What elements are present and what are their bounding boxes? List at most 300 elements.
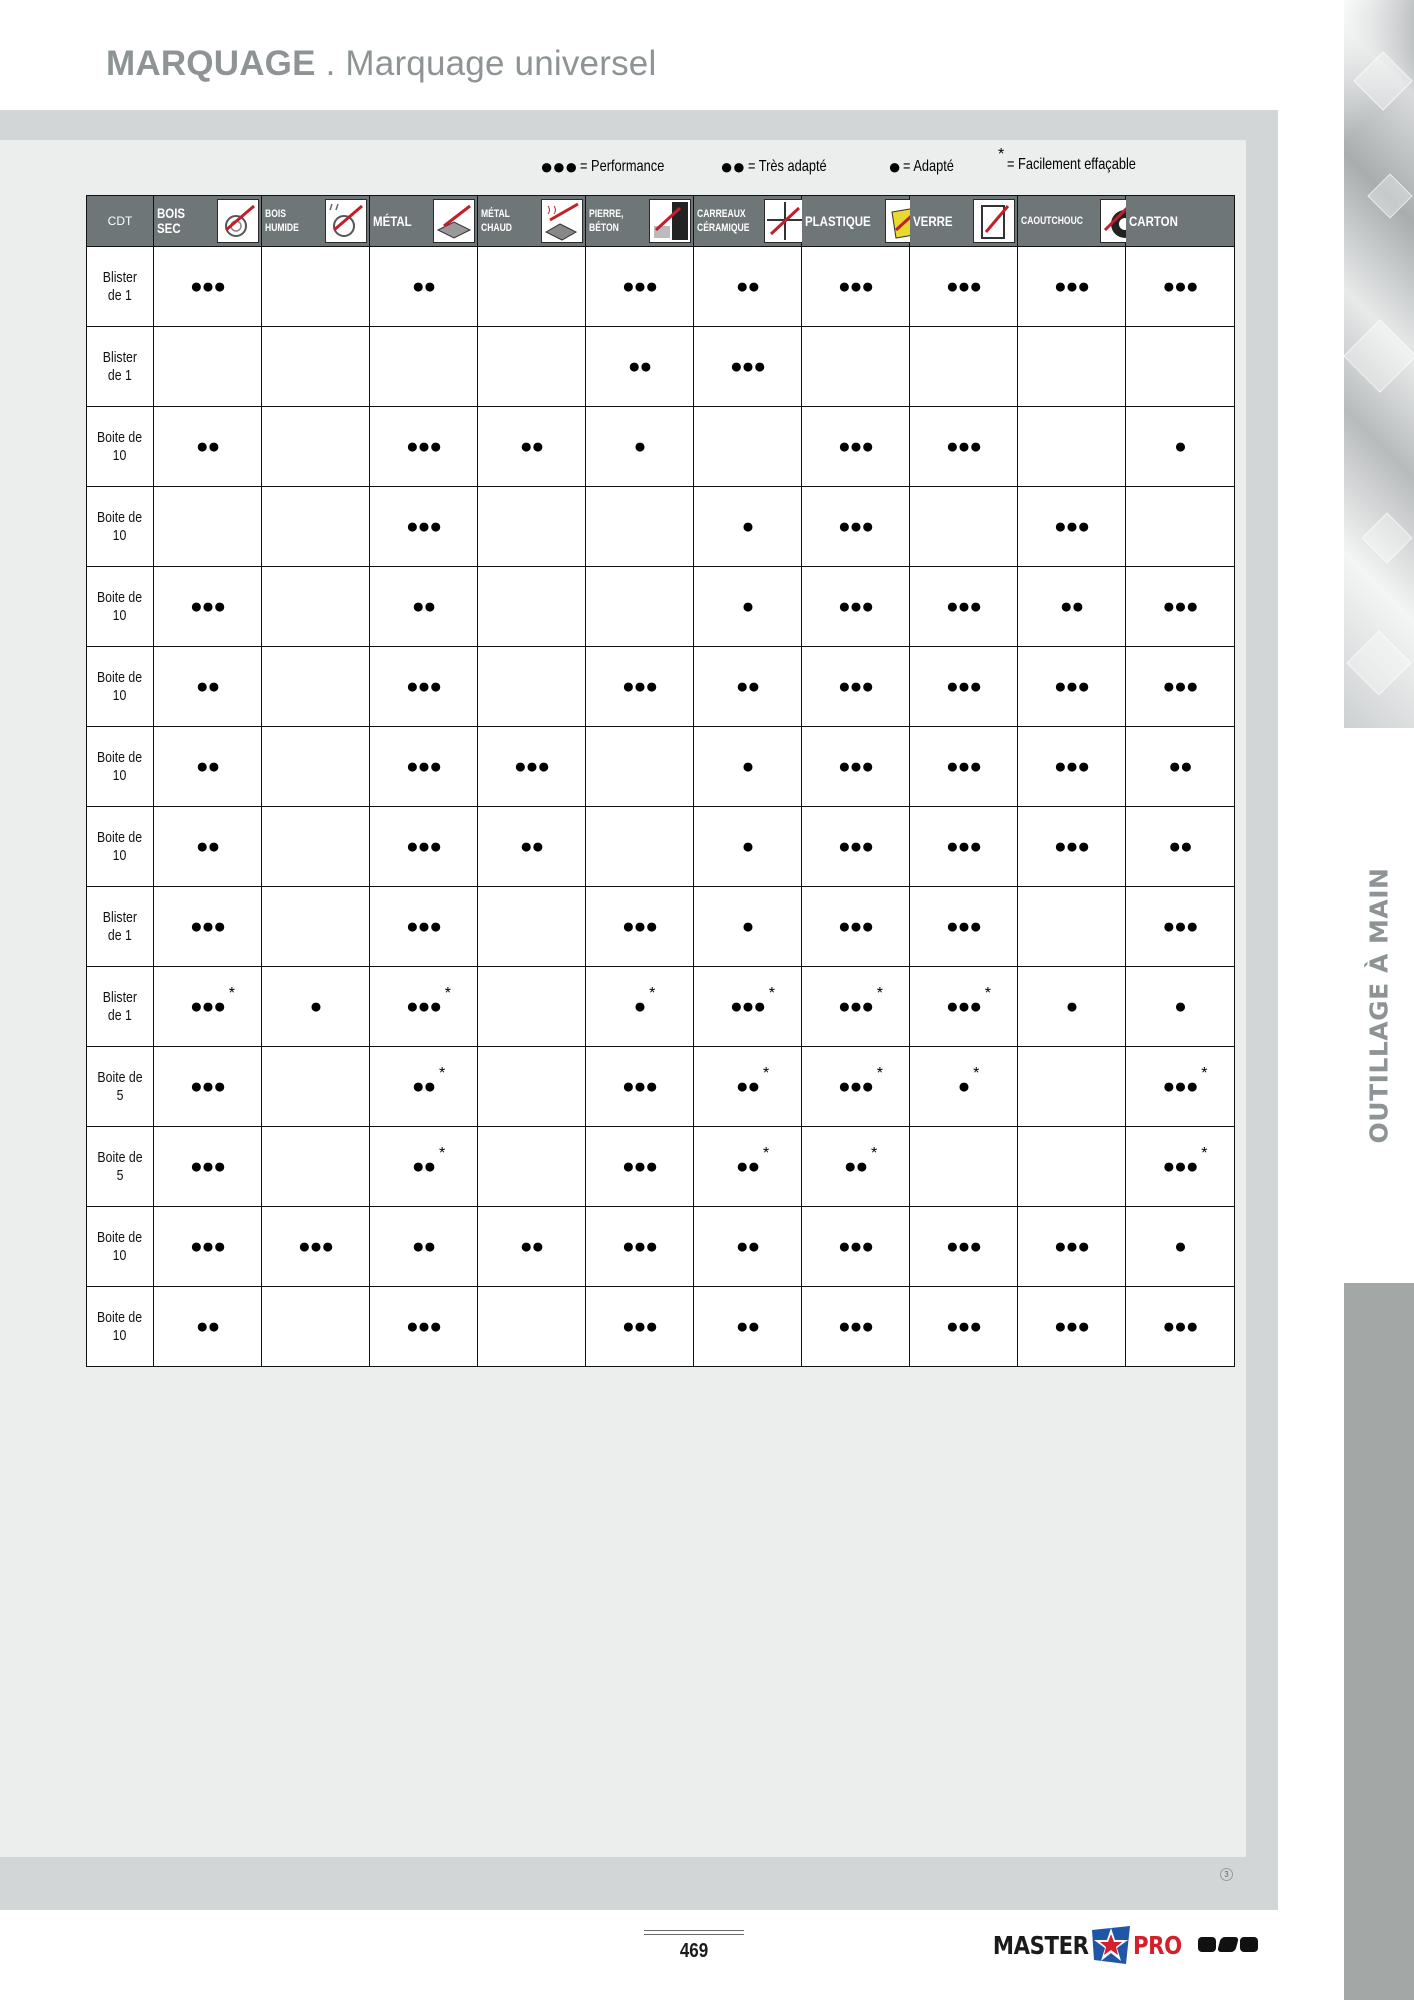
column-header-label: CARTON xyxy=(1129,212,1178,229)
rating-cell xyxy=(586,327,694,407)
rating-cell xyxy=(802,1047,910,1127)
rating-cell xyxy=(370,1287,478,1367)
column-header-label: BOIS HUMIDE xyxy=(265,208,299,234)
rating-cell xyxy=(586,407,694,487)
column-header xyxy=(154,196,262,247)
rating-dots: ●●● * xyxy=(1162,1064,1208,1098)
rating-cell xyxy=(586,807,694,887)
erasable-mark: * xyxy=(649,984,656,1002)
cdt-label: Boite de 10 xyxy=(97,1228,143,1264)
rating-cell xyxy=(910,407,1018,487)
rating-dots: ●●● xyxy=(405,834,442,858)
logo-star-icon xyxy=(1090,1924,1132,1966)
rating-dots: ●●● xyxy=(621,1154,658,1178)
rating-dots: ●● xyxy=(411,594,436,618)
rating-dots: ●●● xyxy=(945,434,982,458)
rating-cell xyxy=(478,327,586,407)
rating-dots: ●●● xyxy=(621,674,658,698)
rating-cell xyxy=(1126,1287,1235,1367)
table-row xyxy=(87,647,1235,727)
erasable-mark: * xyxy=(438,1064,446,1082)
table-row xyxy=(87,407,1235,487)
rating-cell xyxy=(154,967,262,1047)
rating-cell xyxy=(910,727,1018,807)
rating-cell xyxy=(694,807,802,887)
rating-dots: ●●● * xyxy=(837,984,884,1018)
column-header-label: MÉTAL CHAUD xyxy=(481,208,512,234)
rating-dots: ●● xyxy=(195,674,220,698)
cdt-cell xyxy=(87,487,154,567)
rating-cell xyxy=(1018,327,1126,407)
cdt-label: Blister de 1 xyxy=(102,908,138,944)
logo-master-text: MASTER xyxy=(992,1930,1089,1960)
rating-dots: ●● xyxy=(195,434,220,458)
rating-cell xyxy=(370,407,478,487)
rating-cell xyxy=(910,1127,1018,1207)
rating-cell xyxy=(586,727,694,807)
rating-cell xyxy=(802,327,910,407)
rating-dots: ● xyxy=(741,754,754,778)
rating-dots: ●● xyxy=(1168,754,1192,778)
rating-dots: ● xyxy=(309,994,322,1018)
rating-cell xyxy=(154,407,262,487)
erasable-mark: * xyxy=(870,1144,878,1162)
rating-cell xyxy=(370,1127,478,1207)
rating-cell xyxy=(370,567,478,647)
erasable-mark: * xyxy=(984,984,992,1002)
rating-cell xyxy=(154,647,262,727)
rating-dots: ● xyxy=(1174,1234,1186,1258)
rating-dots: ●● xyxy=(1059,594,1084,618)
ceramic-tile-icon xyxy=(764,199,806,243)
rating-cell xyxy=(694,487,802,567)
table-row xyxy=(87,247,1235,327)
rating-cell xyxy=(694,407,802,487)
rating-dots: ●●● xyxy=(1053,1234,1090,1258)
rating-cell xyxy=(478,1207,586,1287)
rating-dots: ●●● xyxy=(405,514,442,538)
footer-rule xyxy=(644,1934,744,1935)
rating-cell xyxy=(262,567,370,647)
rating-dots: ●●● xyxy=(837,754,874,778)
page-title-subsection: . Marquage universel xyxy=(315,44,657,83)
rating-dots: ●●● xyxy=(621,274,658,298)
rating-cell xyxy=(262,1207,370,1287)
rating-dots: ●●● xyxy=(945,834,982,858)
cdt-cell xyxy=(87,1047,154,1127)
rating-cell xyxy=(910,967,1018,1047)
cdt-label: Boite de 10 xyxy=(97,1308,143,1344)
erasable-mark: * xyxy=(768,984,776,1002)
rating-dots: ●●● xyxy=(837,1314,874,1338)
rating-cell xyxy=(910,1287,1018,1367)
cdt-label: Boite de 5 xyxy=(97,1068,143,1104)
rating-cell xyxy=(370,647,478,727)
rating-cell xyxy=(370,487,478,567)
table-row xyxy=(87,807,1235,887)
rating-cell xyxy=(1126,407,1235,487)
rating-cell xyxy=(586,1207,694,1287)
rating-dots: ●●● xyxy=(1162,594,1198,618)
rating-cell xyxy=(262,727,370,807)
erasable-mark: * xyxy=(876,1064,884,1082)
cdt-label: Blister de 1 xyxy=(102,268,138,304)
rating-cell xyxy=(370,327,478,407)
rating-cell xyxy=(694,1207,802,1287)
rating-dots: ●● * xyxy=(843,1144,878,1178)
page-title-section: MARQUAGE xyxy=(106,44,316,83)
rating-cell xyxy=(910,1047,1018,1127)
rating-dots: ●●● xyxy=(621,1234,658,1258)
rating-cell xyxy=(694,327,802,407)
rating-dots: ●●● xyxy=(189,1074,226,1098)
rating-cell xyxy=(1126,1127,1235,1207)
rating-dots: ●●● xyxy=(1162,674,1198,698)
rating-cell xyxy=(802,567,910,647)
footer-rule xyxy=(644,1930,744,1931)
rating-dots: ●●● * xyxy=(729,984,776,1018)
legend-effacable: * = Facilement effaçable xyxy=(998,146,1137,173)
rating-cell xyxy=(370,1047,478,1127)
cdt-cell xyxy=(87,1287,154,1367)
section-label: OUTILLAGE À MAIN xyxy=(1364,867,1394,1143)
column-header xyxy=(586,196,694,247)
table-body xyxy=(87,247,1235,1367)
rating-cell xyxy=(262,1287,370,1367)
cdt-label: Blister de 1 xyxy=(102,988,138,1024)
stone-concrete-icon xyxy=(649,199,691,243)
rating-cell xyxy=(694,567,802,647)
rating-cell xyxy=(1018,1287,1126,1367)
masterpro-logo xyxy=(976,1925,1190,1965)
rating-dots: ●●● xyxy=(837,1234,874,1258)
table-row xyxy=(87,887,1235,967)
rating-dots: ●●● xyxy=(945,594,982,618)
rating-cell xyxy=(586,1127,694,1207)
rating-cell xyxy=(1126,727,1235,807)
table-header-row xyxy=(87,196,1235,247)
rating-cell xyxy=(1018,1127,1126,1207)
rating-cell xyxy=(694,1047,802,1127)
cdt-label: Boite de 10 xyxy=(97,428,143,464)
rating-cell xyxy=(910,647,1018,727)
dry-wood-icon xyxy=(217,199,259,243)
rating-dots: ●●● xyxy=(837,514,874,538)
cdt-cell xyxy=(87,727,154,807)
rating-cell xyxy=(586,887,694,967)
table-row xyxy=(87,1047,1235,1127)
rating-dots: ●● xyxy=(411,274,436,298)
hot-metal-icon xyxy=(541,199,583,243)
rating-cell xyxy=(262,407,370,487)
rating-dots: ●●● xyxy=(1162,914,1198,938)
rating-dots: ●● xyxy=(195,1314,220,1338)
rating-cell xyxy=(1126,1207,1235,1287)
rating-cell xyxy=(1126,647,1235,727)
rating-cell xyxy=(154,1207,262,1287)
rating-cell xyxy=(1126,247,1235,327)
brand-shapes xyxy=(1198,1937,1258,1952)
rating-cell xyxy=(1018,887,1126,967)
erasable-mark: * xyxy=(228,984,236,1002)
cdt-cell xyxy=(87,1207,154,1287)
rating-cell xyxy=(586,567,694,647)
rating-dots: ●●● xyxy=(729,354,766,378)
rating-dots: ●● xyxy=(195,834,220,858)
rating-dots: ●●● xyxy=(837,674,874,698)
column-header-label: MÉTAL xyxy=(373,212,412,229)
rating-dots: ●● xyxy=(627,354,652,378)
metal-icon xyxy=(433,199,475,243)
rating-cell xyxy=(154,727,262,807)
rating-cell xyxy=(262,487,370,567)
rating-dots: ●● xyxy=(735,1314,760,1338)
rating-dots: ●●● xyxy=(405,674,442,698)
rating-dots: ● xyxy=(633,434,646,458)
page-title xyxy=(106,44,656,84)
wet-wood-icon xyxy=(325,199,367,243)
side-decoration xyxy=(1344,0,1414,728)
table-row xyxy=(87,567,1235,647)
rating-cell xyxy=(1018,1207,1126,1287)
side-strip xyxy=(1344,0,1414,2000)
rating-dots: ●●● xyxy=(1162,1314,1198,1338)
rating-dots: ●●● xyxy=(945,274,982,298)
rating-cell xyxy=(262,887,370,967)
rating-cell xyxy=(910,567,1018,647)
rating-dots: ●●● xyxy=(405,754,442,778)
rating-cell xyxy=(478,967,586,1047)
erasable-mark: * xyxy=(438,1144,446,1162)
rating-cell xyxy=(1126,487,1235,567)
rating-cell xyxy=(1126,1047,1235,1127)
rating-cell xyxy=(478,727,586,807)
rating-cell xyxy=(1126,567,1235,647)
rating-cell xyxy=(154,887,262,967)
column-header-label: BOIS SEC xyxy=(157,205,186,236)
rating-dots: ●● xyxy=(1168,834,1192,858)
rating-cell xyxy=(802,1287,910,1367)
rating-dots: ●● xyxy=(195,754,220,778)
rating-cell xyxy=(370,967,478,1047)
rating-cell xyxy=(1126,887,1235,967)
cdt-cell xyxy=(87,887,154,967)
rating-dots: ●●● xyxy=(621,914,658,938)
column-header-label: VERRE xyxy=(913,212,953,229)
rating-cell xyxy=(478,887,586,967)
glass-icon xyxy=(973,199,1015,243)
rating-dots: ●● * xyxy=(411,1064,446,1098)
cdt-cell xyxy=(87,407,154,487)
cdt-cell xyxy=(87,1127,154,1207)
column-header xyxy=(370,196,478,247)
rating-cell xyxy=(910,887,1018,967)
rating-cell xyxy=(1018,807,1126,887)
cdt-label: Blister de 1 xyxy=(102,348,138,384)
rating-cell xyxy=(802,407,910,487)
rating-cell xyxy=(154,487,262,567)
rating-cell xyxy=(1018,487,1126,567)
rating-cell xyxy=(262,807,370,887)
rating-cell xyxy=(694,727,802,807)
rating-cell xyxy=(262,647,370,727)
erasable-mark: * xyxy=(973,1064,980,1082)
table-row xyxy=(87,1207,1235,1287)
erasable-mark: * xyxy=(762,1144,770,1162)
rating-cell xyxy=(478,1047,586,1127)
rating-cell xyxy=(802,967,910,1047)
rating-dots: ● xyxy=(1065,994,1078,1018)
rating-dots: ●●● xyxy=(405,434,442,458)
cdt-label: Boite de 10 xyxy=(97,508,143,544)
rating-cell xyxy=(694,647,802,727)
compatibility-table xyxy=(86,195,1234,1367)
rating-cell xyxy=(154,1047,262,1127)
erasable-mark: * xyxy=(444,984,452,1002)
column-header-label: CARREAUX CÉRAMIQUE xyxy=(697,208,750,234)
rating-cell xyxy=(910,247,1018,327)
rating-cell xyxy=(1018,647,1126,727)
rating-dots: ●● xyxy=(519,834,544,858)
rating-dots: ●●● xyxy=(837,594,874,618)
rating-cell xyxy=(370,807,478,887)
legend-tres-adapte: ●● = Très adapté xyxy=(720,154,827,179)
rating-cell xyxy=(586,967,694,1047)
rating-cell xyxy=(478,807,586,887)
rating-dots: ●●● xyxy=(189,914,226,938)
rating-dots: ●● xyxy=(735,1234,760,1258)
rating-dots: ● * xyxy=(957,1064,980,1098)
column-header xyxy=(1018,196,1126,247)
rating-cell xyxy=(694,967,802,1047)
rating-dots: ●●● xyxy=(837,834,874,858)
rating-cell xyxy=(262,327,370,407)
column-header xyxy=(1126,196,1235,247)
rating-dots: ●●● * xyxy=(189,984,236,1018)
rating-dots: ●●● * xyxy=(945,984,992,1018)
rating-cell xyxy=(802,247,910,327)
rating-cell xyxy=(910,1207,1018,1287)
table-row xyxy=(87,1127,1235,1207)
rating-cell xyxy=(478,487,586,567)
rating-dots: ●● * xyxy=(735,1064,770,1098)
side-tab xyxy=(1344,1283,1414,2000)
legend-adapte: ● = Adapté xyxy=(888,154,955,179)
rating-cell xyxy=(154,1127,262,1207)
rating-dots: ●●● xyxy=(945,1234,982,1258)
rating-dots: ●●● xyxy=(945,914,982,938)
rating-dots: ●●● xyxy=(837,434,874,458)
rating-dots: ●● xyxy=(519,1234,544,1258)
rating-cell xyxy=(1126,967,1235,1047)
cdt-cell xyxy=(87,807,154,887)
rating-cell xyxy=(694,887,802,967)
table-row xyxy=(87,967,1235,1047)
rating-cell xyxy=(262,247,370,327)
rating-cell xyxy=(478,647,586,727)
rating-dots: ●● xyxy=(735,674,760,698)
column-header xyxy=(802,196,910,247)
column-header xyxy=(262,196,370,247)
rating-dots: ● xyxy=(1174,434,1186,458)
rating-dots: ●●● xyxy=(621,1074,658,1098)
rating-cell xyxy=(154,567,262,647)
rating-cell xyxy=(154,247,262,327)
rating-dots: ●●● xyxy=(1053,274,1090,298)
rating-dots: ●● * xyxy=(411,1144,446,1178)
rating-cell xyxy=(478,407,586,487)
column-header xyxy=(694,196,802,247)
rating-cell xyxy=(262,1127,370,1207)
rating-cell xyxy=(154,807,262,887)
rating-dots: ●●● xyxy=(189,594,226,618)
cdt-cell xyxy=(87,567,154,647)
rating-cell xyxy=(1018,967,1126,1047)
rating-dots: ●●● xyxy=(1162,274,1198,298)
column-header xyxy=(910,196,1018,247)
rating-dots: ● xyxy=(1174,994,1186,1018)
rating-cell xyxy=(370,887,478,967)
rating-cell xyxy=(1018,247,1126,327)
legend xyxy=(540,146,1180,182)
rating-cell xyxy=(694,247,802,327)
rating-cell xyxy=(478,1287,586,1367)
rating-dots: ●●● xyxy=(945,754,982,778)
rating-cell xyxy=(370,1207,478,1287)
table-row xyxy=(87,1287,1235,1367)
cdt-cell xyxy=(87,647,154,727)
rating-dots: ●●● xyxy=(405,1314,442,1338)
rating-dots: ●●● xyxy=(1053,514,1090,538)
rating-dots: ● xyxy=(741,834,754,858)
rating-cell xyxy=(802,1127,910,1207)
rating-cell xyxy=(802,887,910,967)
rating-dots: ● * xyxy=(633,984,656,1018)
rating-dots: ●●● * xyxy=(837,1064,884,1098)
rating-dots: ●●● xyxy=(1053,1314,1090,1338)
cdt-label: Boite de 10 xyxy=(97,748,143,784)
rating-cell xyxy=(802,727,910,807)
rating-dots: ●●● xyxy=(513,754,550,778)
table-row xyxy=(87,487,1235,567)
rating-dots: ●●● xyxy=(189,1234,226,1258)
rating-dots: ●●● xyxy=(189,1154,226,1178)
rating-cell xyxy=(910,327,1018,407)
rating-dots: ● xyxy=(741,914,754,938)
rating-cell xyxy=(370,727,478,807)
rating-dots: ●● xyxy=(411,1234,436,1258)
rating-cell xyxy=(1126,807,1235,887)
rating-dots: ●●● xyxy=(837,274,874,298)
column-header xyxy=(478,196,586,247)
rating-cell xyxy=(1018,727,1126,807)
rating-dots: ●●● xyxy=(945,1314,982,1338)
rating-cell xyxy=(586,647,694,727)
rating-dots: ● xyxy=(741,514,754,538)
rating-cell xyxy=(910,487,1018,567)
cdt-label: Boite de 10 xyxy=(97,588,143,624)
rating-cell xyxy=(802,1207,910,1287)
rating-cell xyxy=(586,487,694,567)
rating-cell xyxy=(1018,567,1126,647)
rating-cell xyxy=(370,247,478,327)
rating-dots: ●●● xyxy=(1053,674,1090,698)
rating-cell xyxy=(586,1287,694,1367)
rating-cell xyxy=(802,647,910,727)
cdt-label: Boite de 5 xyxy=(97,1148,143,1184)
rating-cell xyxy=(154,327,262,407)
rating-dots: ●● xyxy=(735,274,760,298)
